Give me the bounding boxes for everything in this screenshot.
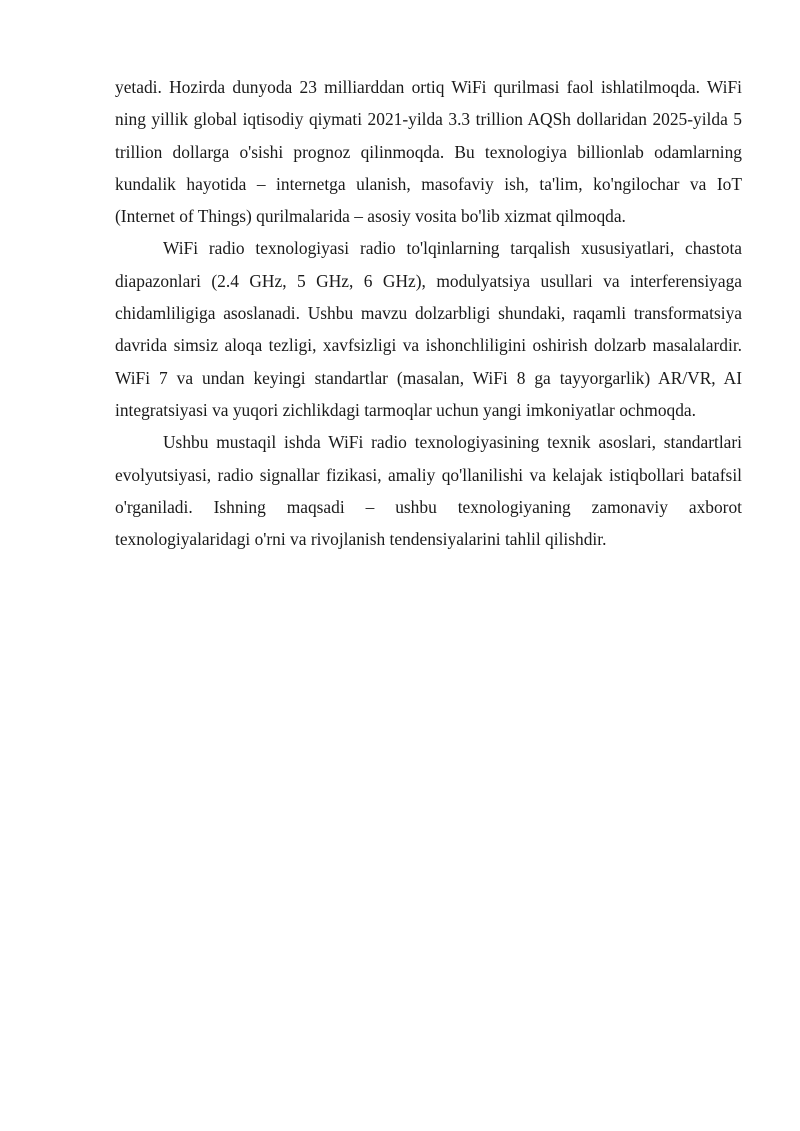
paragraph-1: yetadi. Hozirda dunyoda 23 milliarddan ortiq WiFi qurilmasi faol ishlatilmoqda. WiFi ning yillik global iqtisodiy qiymati 2021-yilda 3.3 trillion AQSh dollaridan 2025-yilda 5 trillion dollarga o'sishi prognoz qilinmoqda. Bu texnologiya billionlab odamlarning kundalik hayotida – internetga ulanish, masofaviy ish, ta'lim, ko'ngilochar va IoT (Internet of Things) qurilmalarida – asosiy vosita bo'lib xizmat qilmoqda.: [115, 77, 742, 227]
body-text: [115, 71, 742, 555]
paragraph-3: Ushbu mustaqil ishda WiFi radio texnologiyasining texnik asoslari, standartlari evolyutsiyasi, radio signallar fizikasi, amaliy qo'llanilishi va kelajak istiqbollari batafsil o'rganiladi. Ishning maqsadi – ushbu texnologiyaning zamonaviy axborot texnologiyalaridagi o'rni va rivojlanish tendensiyalarini tahlil qilishdir.: [115, 432, 742, 550]
paragraph-2: WiFi radio texnologiyasi radio to'lqinlarning tarqalish xususiyatlari, chastota diapazonlari (2.4 GHz, 5 GHz, 6 GHz), modulyatsiya usullari va interferensiyaga chidamliligiga asoslanadi. Ushbu mavzu dolzarbligi shundaki, raqamli transformatsiya davrida simsiz aloqa tezligi, xavfsizligi va ishonchliligini oshirish dolzarb masalalardir. WiFi 7 va undan keyingi standartlar (masalan, WiFi 8 ga tayyorgarlik) AR/VR, AI integratsiyasi va yuqori zichlikdagi tarmoqlar uchun yangi imkoniyatlar ochmoqda.: [115, 238, 742, 420]
